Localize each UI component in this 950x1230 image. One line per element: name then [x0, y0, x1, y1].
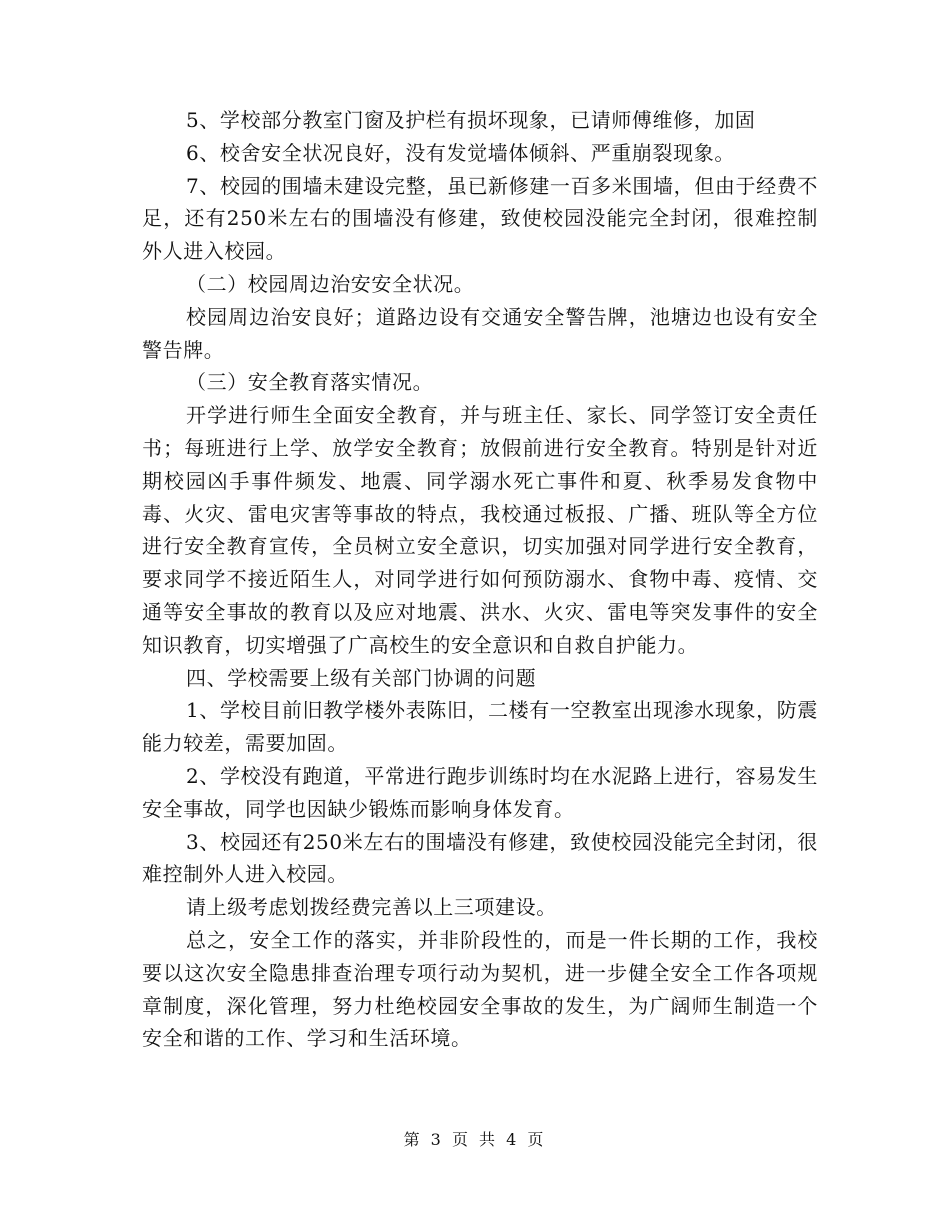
paragraph-campus-wall: 7、校园的围墙未建设完整，虽已新修建一百多米围墙，但由于经费不足，还有250米左右的围墙没有修建，致使校园没能完全封闭，很难控制外人进入校园。 — [142, 173, 818, 264]
paragraph-running-track: 2、学校没有跑道，平常进行跑步训练时均在水泥路上进行，容易发生安全事故，同学也因缺少锻炼而影响身体发育。 — [142, 763, 818, 821]
paragraph-safety-education: 开学进行师生全面安全教育，并与班主任、家长、同学签订安全责任书；每班进行上学、放学安全教育；放假前进行安全教育。特别是针对近期校园凶手事件频发、地震、同学溺水死亡事件和夏、秋季易发食物中毒、火灾、雷电灾害等事故的特点，我校通过板报、广播、班队等全方位进行安全教育宣传，全员树立安全意识，切实加强对同学进行安全教育，要求同学不接近陌生人，对同学进行如何预防溺水、食物中毒、疫情、交通等安全事故的教育以及应对地震、洪水、火灾、雷电等突发事件的安全知识教育，切实增强了广高校生的安全意识和自救自护能力。 — [142, 403, 818, 657]
paragraph-repair-doors: 5、学校部分教室门窗及护栏有损坏现象，已请师傅维修，加固 — [186, 108, 756, 132]
paragraph-building-safety: 6、校舍安全状况良好，没有发觉墙体倾斜、严重崩裂现象。 — [186, 140, 735, 165]
paragraph-surroundings: 校园周边治安良好；道路边设有交通安全警告牌，池塘边也设有安全警告牌。 — [142, 304, 818, 362]
page-number-footer: 第 3 页 共 4 页 — [403, 1130, 547, 1149]
paragraph-wall-funding: 3、校园还有250米左右的围墙没有修建，致使校园没能完全封闭，很难控制外人进入校园。 — [142, 829, 818, 887]
paragraph-conclusion: 总之，安全工作的落实，并非阶段性的，而是一件长期的工作，我校要以这次安全隐患排查治理专项行动为契机，进一步健全安全工作各项规章制度，深化管理，努力杜绝校园安全事故的发生，为广阔师生制造一个安全和谐的工作、学习和生活环境。 — [142, 927, 818, 1051]
heading-safety-education: （三）安全教育落实情况。 — [186, 370, 434, 395]
paragraph-request: 请上级考虑划拨经费完善以上三项建设。 — [186, 895, 557, 920]
document-body — [142, 104, 818, 1055]
heading-surroundings: （二）校园周边治安安全状况。 — [186, 271, 475, 296]
heading-coordination: 四、学校需要上级有关部门协调的问题 — [186, 665, 537, 690]
paragraph-old-building: 1、学校目前旧教学楼外表陈旧，二楼有一空教室出现渗水现象，防震能力较差，需要加固。 — [142, 698, 818, 756]
